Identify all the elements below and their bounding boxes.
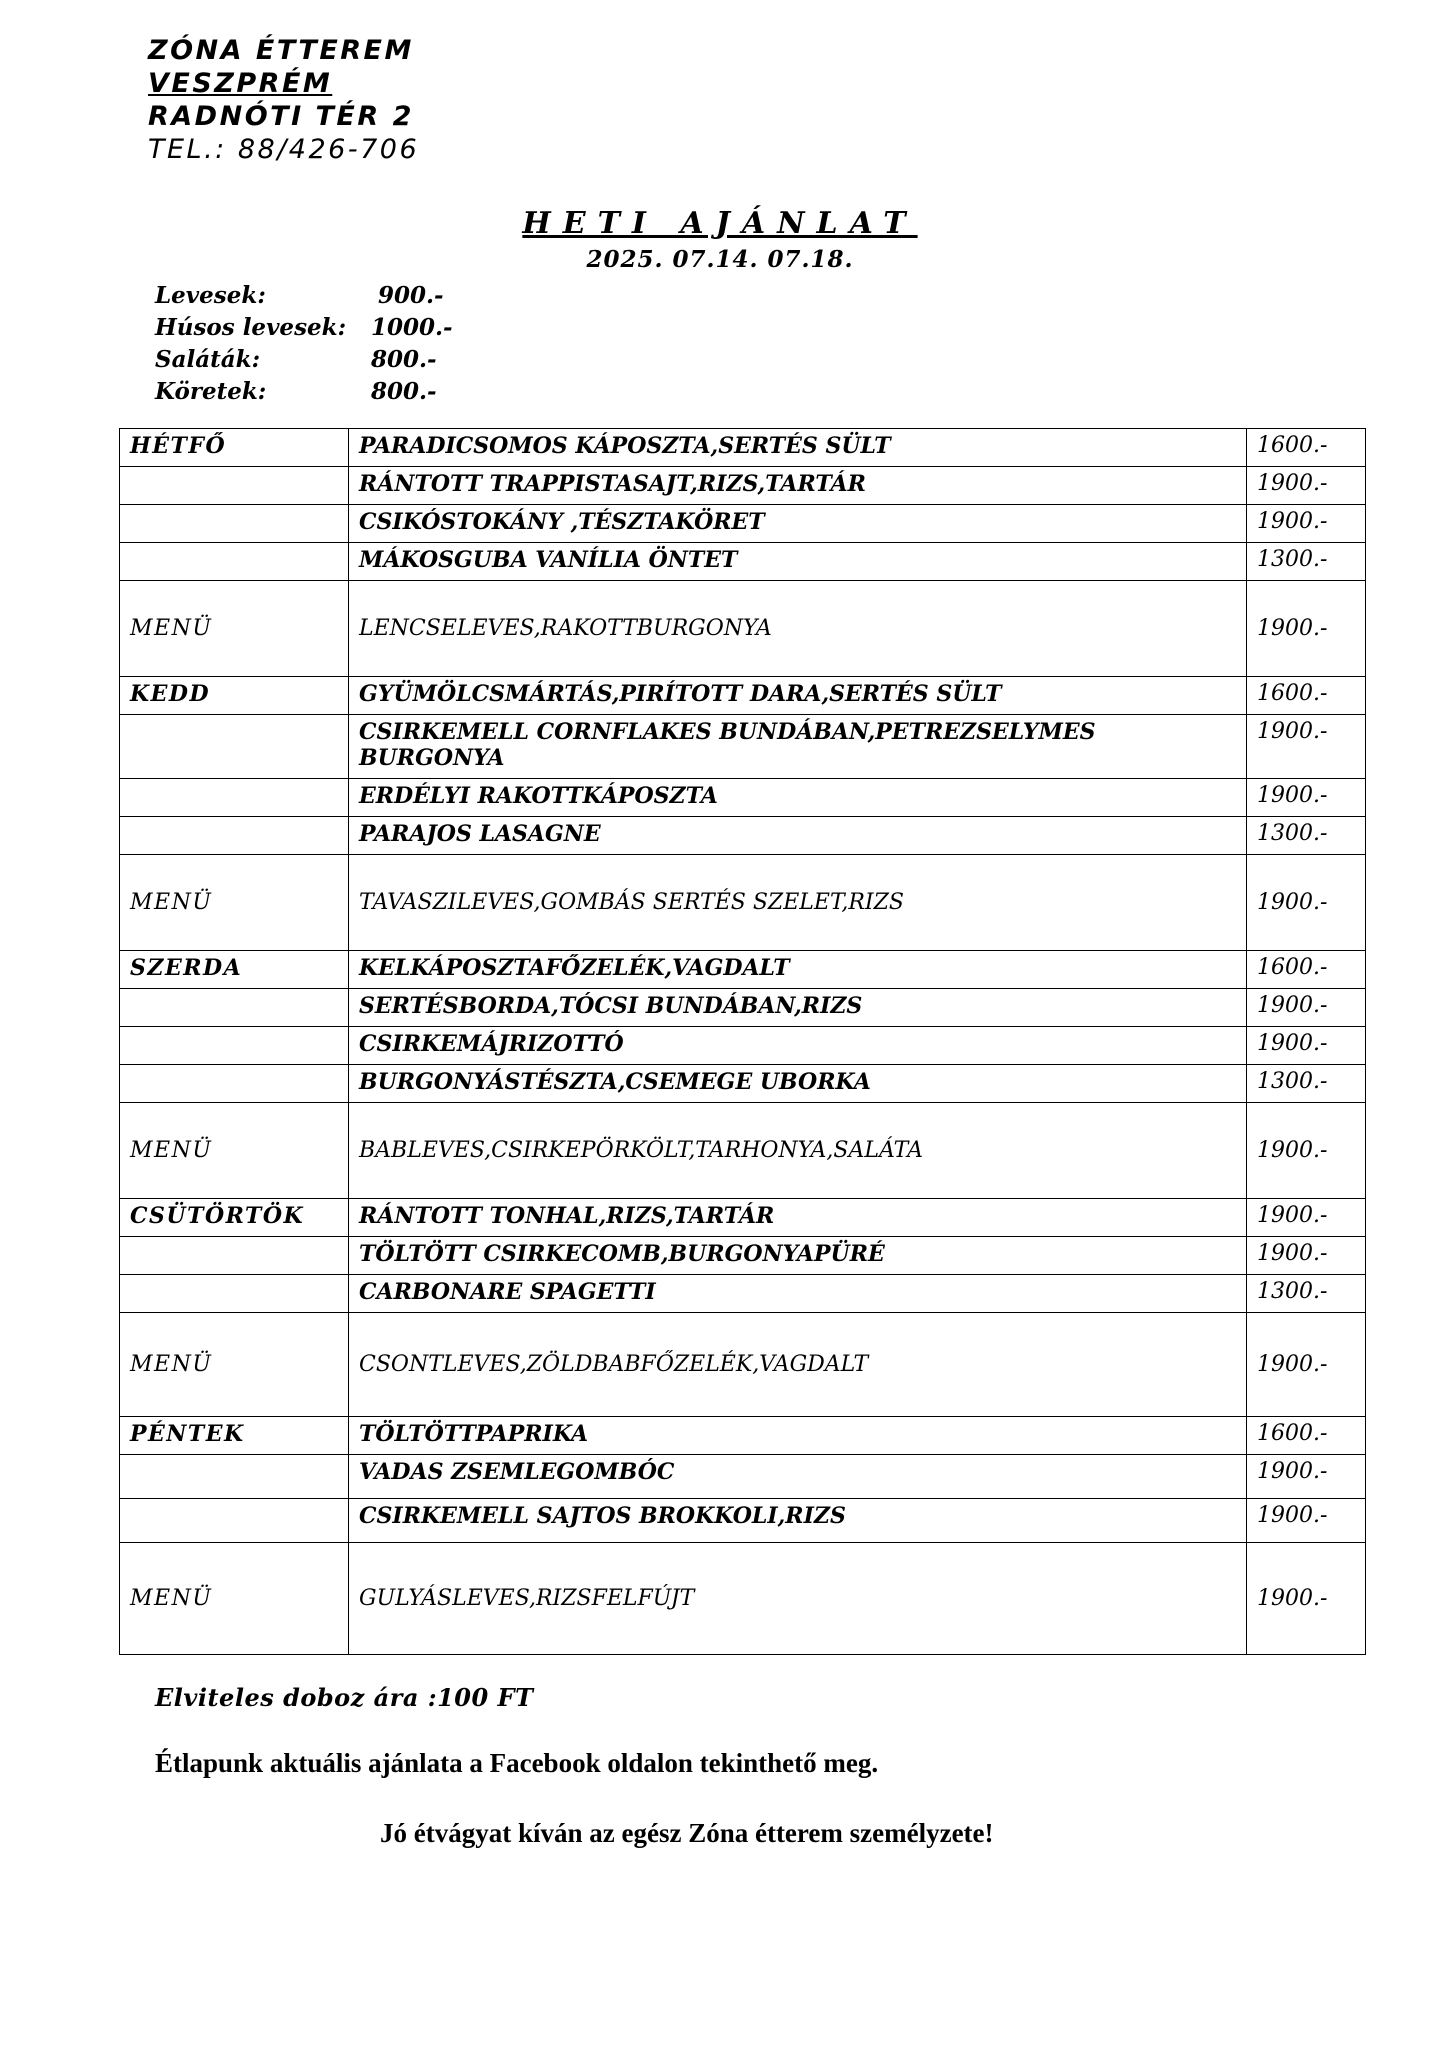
dish-cell: CSIKÓSTOKÁNY ,TÉSZTAKÖRET [349,505,1247,543]
price-cell: 1900.- [1247,1199,1366,1237]
price-cell: 1900.- [1247,989,1366,1027]
week-date: 2025. 07.14. 07.18. [586,246,854,273]
menu-label-cell: MENÜ [120,581,349,677]
dish-cell: RÁNTOTT TRAPPISTASAJT,RIZS,TARTÁR [349,467,1247,505]
table-row [120,677,1366,715]
dish-cell: PARADICSOMOS KÁPOSZTA,SERTÉS SÜLT [349,429,1247,467]
price-cell: 1900.- [1247,1313,1366,1417]
table-row [120,1027,1366,1065]
empty-day-cell [120,1455,349,1499]
menu-label-cell: MENÜ [120,1313,349,1417]
table-row [120,1275,1366,1313]
dish-cell: GYÜMÖLCSMÁRTÁS,PIRÍTOTT DARA,SERTÉS SÜLT [349,677,1247,715]
table-row [120,505,1366,543]
price-row: Húsos levesek: 1000.- [155,312,453,344]
table-row [120,1199,1366,1237]
menu-cell: BABLEVES,CSIRKEPÖRKÖLT,TARHONYA,SALÁTA [349,1103,1247,1199]
price-row: Saláták: 800.- [155,344,453,376]
price-value: 1000.- [371,314,453,341]
day-cell: SZERDA [120,951,349,989]
price-cell: 1900.- [1247,581,1366,677]
table-row [120,1237,1366,1275]
dish-cell: CSIRKEMÁJRIZOTTÓ [349,1027,1247,1065]
table-row [120,779,1366,817]
table-row [120,467,1366,505]
table-row [120,1065,1366,1103]
price-value: 900.- [378,282,444,309]
price-value: 800.- [371,346,437,373]
restaurant-city: VESZPRÉM [148,68,333,99]
empty-day-cell [120,505,349,543]
empty-day-cell [120,1275,349,1313]
menu-cell: GULYÁSLEVES,RIZSFELFÚJT [349,1543,1247,1655]
table-row [120,817,1366,855]
price-cell: 1900.- [1247,1103,1366,1199]
dish-cell: ERDÉLYI RAKOTTKÁPOSZTA [349,779,1247,817]
menu-row [120,1313,1366,1417]
page-title: HETI AJÁNLAT [522,206,918,241]
table-row [120,951,1366,989]
price-cell: 1900.- [1247,1455,1366,1499]
day-cell: PÉNTEK [120,1417,349,1455]
dish-cell: MÁKOSGUBA VANÍLIA ÖNTET [349,543,1247,581]
table-row [120,715,1366,779]
day-cell: HÉTFŐ [120,429,349,467]
menu-row [120,1103,1366,1199]
day-cell: CSÜTÖRTÖK [120,1199,349,1237]
price-cell: 1900.- [1247,779,1366,817]
empty-day-cell [120,989,349,1027]
dish-cell: VADAS ZSEMLEGOMBÓC [349,1455,1247,1499]
menu-label-cell: MENÜ [120,1103,349,1199]
takeaway-box-price: Elviteles doboz ára :100 FT [155,1683,534,1712]
restaurant-name: ZÓNA ÉTTEREM [148,35,414,66]
empty-day-cell [120,779,349,817]
table-row [120,429,1366,467]
price-cell: 1300.- [1247,1275,1366,1313]
price-cell: 1600.- [1247,429,1366,467]
price-cell: 1900.- [1247,1543,1366,1655]
dish-cell: PARAJOS LASAGNE [349,817,1247,855]
menu-label-cell: MENÜ [120,855,349,951]
weekly-menu-table [119,428,1366,1655]
price-cell: 1900.- [1247,1027,1366,1065]
facebook-note: Étlapunk aktuális ajánlata a Facebook oldalon tekinthető meg. [155,1748,879,1778]
empty-day-cell [120,817,349,855]
price-cell: 1900.- [1247,467,1366,505]
menu-cell: LENCSELEVES,RAKOTTBURGONYA [349,581,1247,677]
empty-day-cell [120,1065,349,1103]
dish-cell: SERTÉSBORDA,TÓCSI BUNDÁBAN,RIZS [349,989,1247,1027]
day-cell: KEDD [120,677,349,715]
table-row [120,1417,1366,1455]
price-cell: 1300.- [1247,1065,1366,1103]
menu-row [120,581,1366,677]
dish-cell: TÖLTÖTT CSIRKECOMB,BURGONYAPÜRÉ [349,1237,1247,1275]
dish-cell: TÖLTÖTTPAPRIKA [349,1417,1247,1455]
price-cell: 1900.- [1247,1499,1366,1543]
base-prices [155,280,453,408]
restaurant-header [148,34,419,166]
price-cell: 1900.- [1247,715,1366,779]
table-row [120,543,1366,581]
dish-cell: KELKÁPOSZTAFŐZELÉK,VAGDALT [349,951,1247,989]
table-row [120,989,1366,1027]
dish-cell: CARBONARE SPAGETTI [349,1275,1247,1313]
dish-cell: CSIRKEMELL SAJTOS BROKKOLI,RIZS [349,1499,1247,1543]
price-cell: 1900.- [1247,855,1366,951]
menu-cell: TAVASZILEVES,GOMBÁS SERTÉS SZELET,RIZS [349,855,1247,951]
empty-day-cell [120,543,349,581]
goodbye-note: Jó étvágyat kíván az egész Zóna étterem személyzete! [380,1818,994,1848]
price-row: Levesek: 900.- [155,280,453,312]
table-row [120,1455,1366,1499]
empty-day-cell [120,1237,349,1275]
price-cell: 1300.- [1247,543,1366,581]
menu-row [120,855,1366,951]
dish-cell: BURGONYÁSTÉSZTA,CSEMEGE UBORKA [349,1065,1247,1103]
price-cell: 1300.- [1247,817,1366,855]
empty-day-cell [120,715,349,779]
empty-day-cell [120,1499,349,1543]
price-value: 800.- [371,378,437,405]
empty-day-cell [120,1027,349,1065]
price-cell: 1600.- [1247,951,1366,989]
restaurant-phone: TEL.: 88/426-706 [148,134,420,165]
restaurant-address: RADNÓTI TÉR 2 [148,101,414,132]
price-cell: 1900.- [1247,1237,1366,1275]
empty-day-cell [120,467,349,505]
menu-row [120,1543,1366,1655]
menu-label-cell: MENÜ [120,1543,349,1655]
table-row [120,1499,1366,1543]
menu-cell: CSONTLEVES,ZÖLDBABFŐZELÉK,VAGDALT [349,1313,1247,1417]
price-row: Köretek: 800.- [155,376,453,408]
price-cell: 1900.- [1247,505,1366,543]
price-cell: 1600.- [1247,677,1366,715]
dish-cell: CSIRKEMELL CORNFLAKES BUNDÁBAN,PETREZSELYMES BURGONYA [349,715,1247,779]
dish-cell: RÁNTOTT TONHAL,RIZS,TARTÁR [349,1199,1247,1237]
price-cell: 1600.- [1247,1417,1366,1455]
